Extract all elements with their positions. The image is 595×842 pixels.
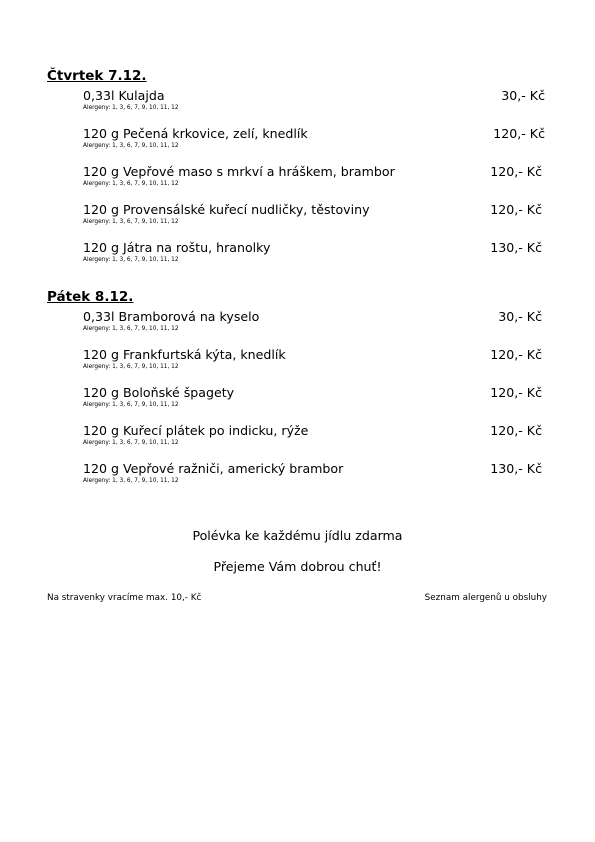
menu-item <box>83 347 545 375</box>
menu-item <box>83 164 545 192</box>
item-name: 120 g Kuřecí plátek po indicku, rýže <box>83 423 309 438</box>
bon-appetit-note: Přejeme Vám dobrou chuť! <box>213 559 382 574</box>
item-allergens: Alergeny: 1, 3, 6, 7, 9, 10, 11, 12 <box>83 257 179 263</box>
item-price: 120,- Kč <box>490 423 542 438</box>
menu-item <box>83 202 545 230</box>
item-price: 130,- Kč <box>490 461 542 476</box>
item-allergens: Alergeny: 1, 3, 6, 7, 9, 10, 11, 12 <box>83 181 179 187</box>
menu-item <box>83 126 545 154</box>
item-name: 0,33l Kulajda <box>83 88 165 103</box>
item-price: 120,- Kč <box>493 126 545 141</box>
item-price: 30,- Kč <box>498 309 542 324</box>
menu-item <box>83 309 545 337</box>
menu-item <box>83 461 545 489</box>
item-allergens: Alergeny: 1, 3, 6, 7, 9, 10, 11, 12 <box>83 105 179 111</box>
menu-item <box>83 240 545 268</box>
day-heading-thursday: Čtvrtek 7.12. <box>47 68 147 84</box>
item-name: 120 g Boloňské špagety <box>83 385 235 400</box>
item-allergens: Alergeny: 1, 3, 6, 7, 9, 10, 11, 12 <box>83 326 179 332</box>
menu-item <box>83 88 545 116</box>
free-soup-note: Polévka ke každému jídlu zdarma <box>192 528 403 543</box>
item-allergens: Alergeny: 1, 3, 6, 7, 9, 10, 11, 12 <box>83 440 179 446</box>
item-price: 30,- Kč <box>501 88 545 103</box>
item-price: 120,- Kč <box>490 347 542 362</box>
item-price: 120,- Kč <box>490 385 542 400</box>
item-allergens: Alergeny: 1, 3, 6, 7, 9, 10, 11, 12 <box>83 478 179 484</box>
item-name: 0,33l Bramborová na kyselo <box>83 309 260 324</box>
item-price: 120,- Kč <box>490 164 542 179</box>
menu-item <box>83 385 545 413</box>
item-price: 130,- Kč <box>490 240 542 255</box>
meal-voucher-note: Na stravenky vracíme max. 10,- Kč <box>47 593 202 603</box>
day-heading-friday: Pátek 8.12. <box>47 289 134 305</box>
item-allergens: Alergeny: 1, 3, 6, 7, 9, 10, 11, 12 <box>83 364 179 370</box>
item-allergens: Alergeny: 1, 3, 6, 7, 9, 10, 11, 12 <box>83 402 179 408</box>
item-allergens: Alergeny: 1, 3, 6, 7, 9, 10, 11, 12 <box>83 219 179 225</box>
item-name: 120 g Vepřové ražniči, americký brambor <box>83 461 344 476</box>
item-name: 120 g Játra na roštu, hranolky <box>83 240 271 255</box>
item-name: 120 g Provensálské kuřecí nudličky, těstoviny <box>83 202 370 217</box>
item-name: 120 g Vepřové maso s mrkví a hráškem, brambor <box>83 164 395 179</box>
menu-item <box>83 423 545 451</box>
allergen-list-note: Seznam alergenů u obsluhy <box>424 593 547 603</box>
item-name: 120 g Frankfurtská kýta, knedlík <box>83 347 286 362</box>
item-price: 120,- Kč <box>490 202 542 217</box>
item-name: 120 g Pečená krkovice, zelí, knedlík <box>83 126 308 141</box>
item-allergens: Alergeny: 1, 3, 6, 7, 9, 10, 11, 12 <box>83 143 179 149</box>
